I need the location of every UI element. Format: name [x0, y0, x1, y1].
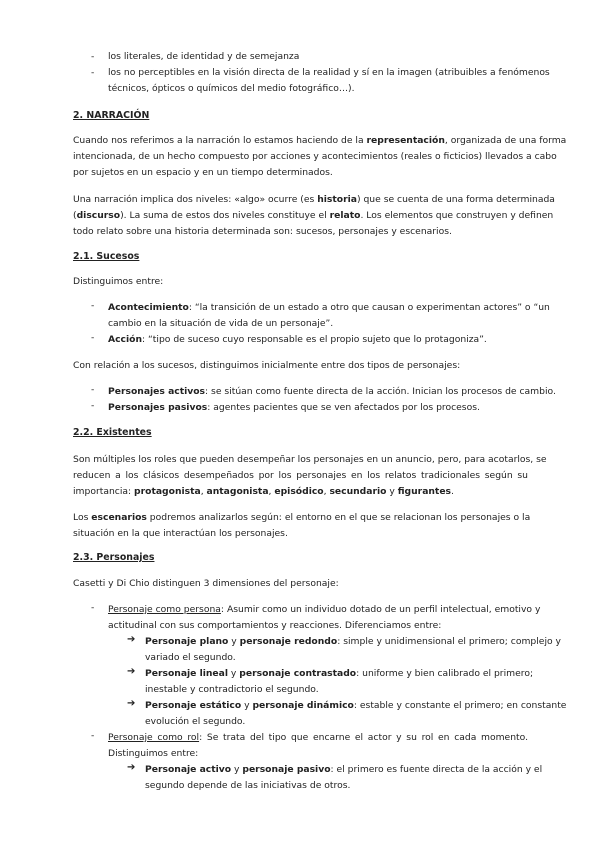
- sub-list-item-continuation: inestable y contradictorio el segundo.: [145, 684, 319, 695]
- paragraph-line: Son múltiples los roles que pueden desempeñar los personajes en un anuncio, pero, para acotarlos, se: [73, 454, 547, 465]
- paragraph-line: situación en la que interactúan los personajes.: [73, 528, 288, 539]
- list-item: los no perceptibles en la visión directa de la realidad y sí en la imagen (atribuibles a fenómenos: [108, 67, 550, 78]
- list-item-continuation: actitudinal con sus comportamientos y reacciones. Diferenciamos entre:: [108, 620, 442, 631]
- list-item: los literales, de identidad y de semejanza: [108, 51, 300, 62]
- section-heading-sucesos: 2.1. Sucesos: [73, 251, 140, 262]
- paragraph-line: por sujetos en un espacio y en un tiempo determinados.: [73, 167, 333, 178]
- paragraph-line: intencionada, de un hecho compuesto por acciones y acontecimientos (reales o ficticios) llevados a cabo: [73, 151, 557, 162]
- list-item: Acción: “tipo de suceso cuyo responsable es el propio sujeto que lo protagoniza”.: [108, 334, 487, 345]
- paragraph-line: Distinguimos entre:: [73, 276, 164, 287]
- paragraph-line: Los escenarios podremos analizarlos según: el entorno en el que se relacionan los personajes o la: [73, 512, 531, 523]
- sub-list-item-continuation: variado el segundo.: [145, 652, 236, 663]
- paragraph-line: Con relación a los sucesos, distinguimos inicialmente entre dos tipos de personajes:: [73, 360, 461, 371]
- sub-list-item-continuation: evolución el segundo.: [145, 716, 246, 727]
- list-dash: -: [91, 400, 95, 411]
- list-item: Personaje como rol: Se trata del tipo que encarne el actor y su rol en cada momento.: [108, 732, 528, 743]
- list-dash: -: [91, 730, 95, 741]
- list-item: Acontecimiento: “la transición de un estado a otro que causan o experimentan actores” o “un: [108, 302, 550, 313]
- list-item-continuation: Distinguimos entre:: [108, 748, 199, 759]
- arrow-bullet-icon: ➔: [127, 698, 136, 709]
- paragraph-line: Cuando nos referimos a la narración lo estamos haciendo de la representación, organizada de una forma: [73, 135, 567, 146]
- sub-list-item: Personaje lineal y personaje contrastado: uniforme y bien calibrado el primero;: [145, 668, 534, 679]
- arrow-bullet-icon: ➔: [127, 666, 136, 677]
- sub-list-item: Personaje activo y personaje pasivo: el primero es fuente directa de la acción y el: [145, 764, 543, 775]
- list-dash: -: [91, 332, 95, 343]
- sub-list-item: Personaje estático y personaje dinámico: estable y constante el primero; en constante: [145, 700, 567, 711]
- paragraph-line: todo relato sobre una historia determinada son: sucesos, personajes y escenarios.: [73, 226, 452, 237]
- list-dash: -: [91, 67, 95, 78]
- list-item: Personajes activos: se sitúan como fuente directa de la acción. Inician los procesos de cambio.: [108, 386, 556, 397]
- list-item-continuation: técnicos, ópticos o químicos del medio fotográfico…).: [108, 83, 355, 94]
- paragraph-line: Casetti y Di Chio distinguen 3 dimensiones del personaje:: [73, 578, 339, 589]
- list-item-continuation: cambio en la situación de vida de un personaje”.: [108, 318, 334, 329]
- arrow-bullet-icon: ➔: [127, 634, 136, 645]
- paragraph-line: (discurso). La suma de estos dos niveles constituye el relato. Los elementos que construyen y definen: [73, 210, 554, 221]
- paragraph-line: reducen a los clásicos desempeñados por los personajes en los relatos tradicionales según su: [73, 470, 528, 481]
- sub-list-item-continuation: segundo depende de las iniciativas de otros.: [145, 780, 351, 791]
- section-heading-existentes: 2.2. Existentes: [73, 427, 152, 438]
- list-dash: -: [91, 51, 95, 62]
- list-item: Personajes pasivos: agentes pacientes que se ven afectados por los procesos.: [108, 402, 480, 413]
- paragraph-line: importancia: protagonista, antagonista, episódico, secundario y figurantes.: [73, 486, 454, 497]
- list-dash: -: [91, 602, 95, 613]
- sub-list-item: Personaje plano y personaje redondo: simple y unidimensional el primero; complejo y: [145, 636, 561, 647]
- section-heading-personajes: 2.3. Personajes: [73, 552, 155, 563]
- list-item: Personaje como persona: Asumir como un individuo dotado de un perfil intelectual, emotivo y: [108, 604, 541, 615]
- list-dash: -: [91, 384, 95, 395]
- list-dash: -: [91, 300, 95, 311]
- section-heading-narracion: 2. NARRACIÓN: [73, 110, 150, 121]
- paragraph-line: Una narración implica dos niveles: «algo» ocurre (es historia) que se cuenta de una forma determinada: [73, 194, 555, 205]
- arrow-bullet-icon: ➔: [127, 762, 136, 773]
